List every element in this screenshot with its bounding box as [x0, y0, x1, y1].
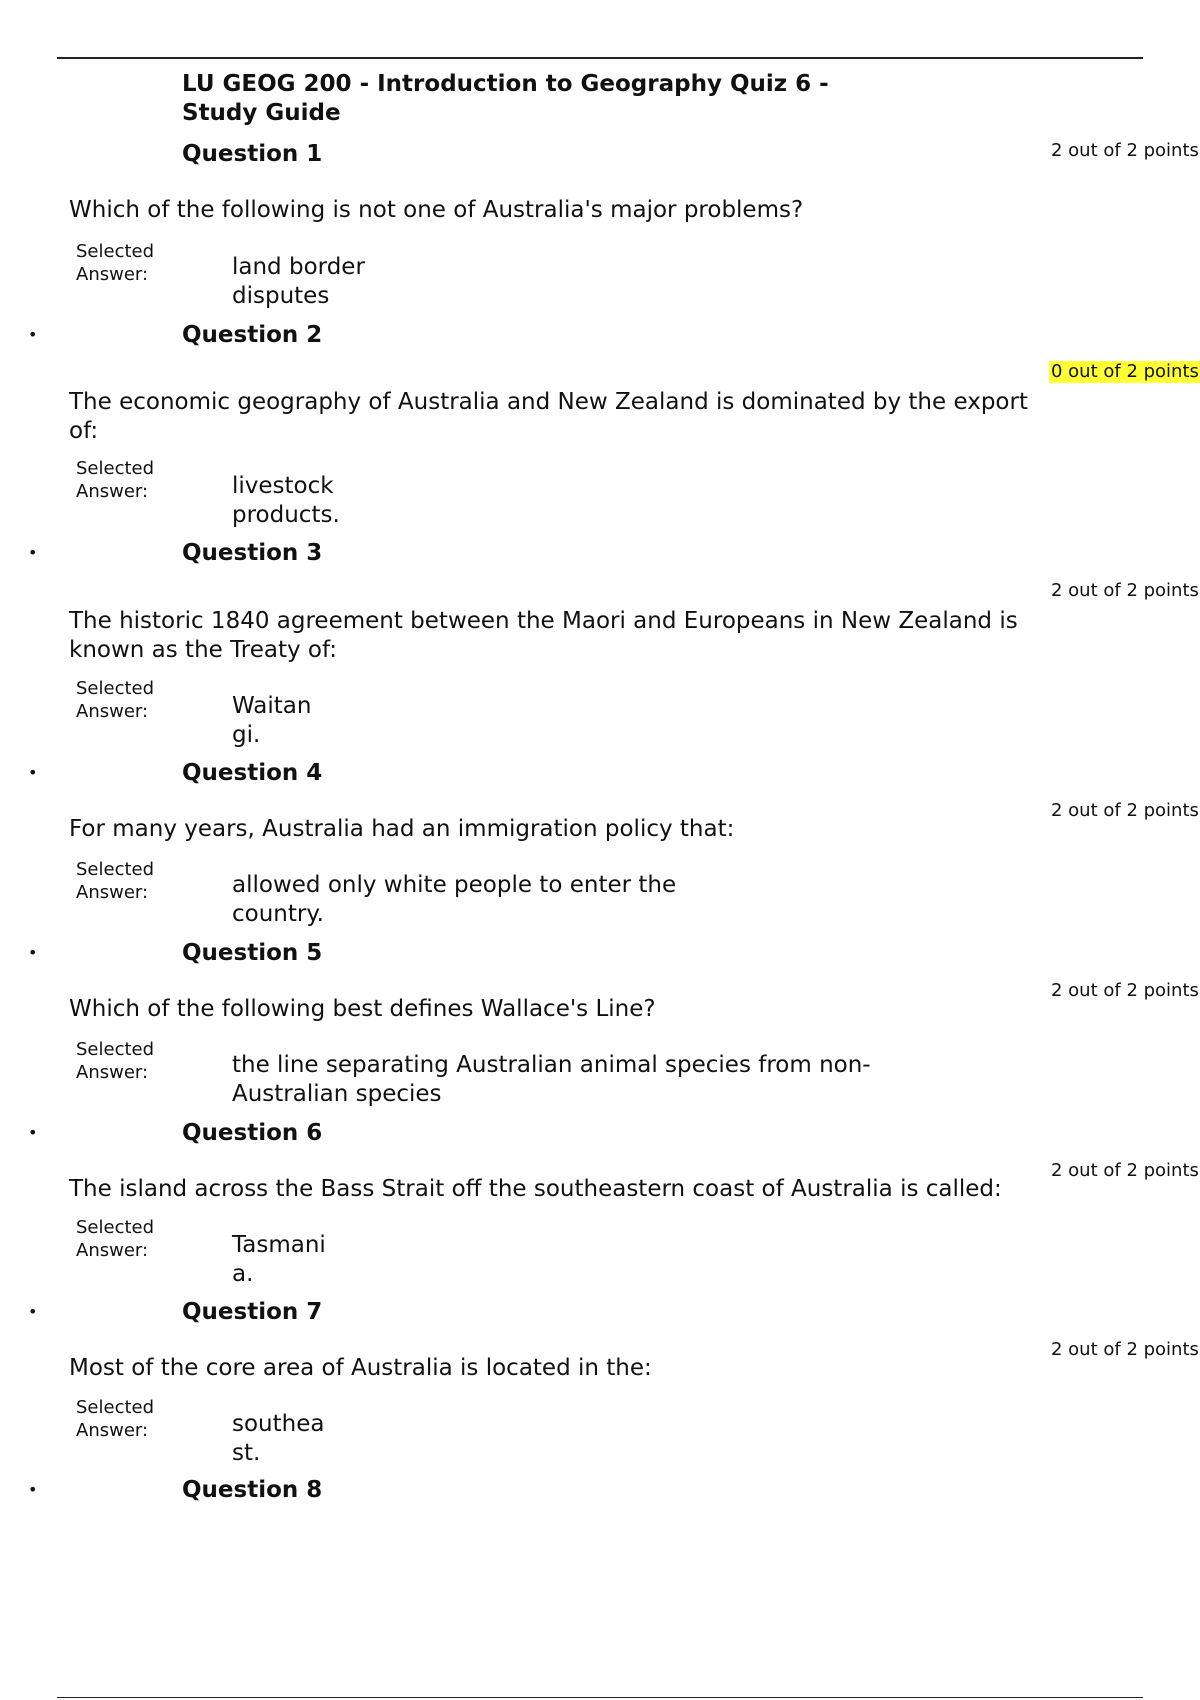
bullet: •	[28, 543, 38, 562]
question-text: Which of the following is not one of Australia's major problems?	[69, 197, 804, 223]
bottom-rule	[57, 1697, 1143, 1698]
question-text: The historic 1840 agreement between the Maori and Europeans in New Zealand is known as the Treaty of:	[69, 608, 1018, 663]
document-title	[182, 70, 862, 128]
question-heading: Question 2	[182, 322, 323, 348]
selected-answer-label: Selected Answer:	[76, 458, 155, 502]
question-text: Which of the following best defines Wallace's Line?	[69, 996, 656, 1022]
bullet: •	[28, 325, 38, 344]
question-heading: Question 7	[182, 1299, 323, 1325]
title-line-1: LU GEOG 200 - Introduction to Geography Quiz 6 -	[182, 71, 829, 97]
points-badge: 2 out of 2 points	[1051, 1160, 1199, 1181]
title-line-2: Study Guide	[182, 100, 341, 126]
bullet: •	[28, 943, 38, 962]
bullet: •	[28, 763, 38, 782]
selected-answer-label: Selected Answer:	[76, 1217, 155, 1261]
question-heading: Question 8	[182, 1477, 323, 1503]
points-badge: 2 out of 2 points	[1051, 800, 1199, 821]
question-heading: Question 1	[182, 141, 323, 167]
question-heading: Question 6	[182, 1120, 323, 1146]
question-heading: Question 4	[182, 760, 323, 786]
question-text: For many years, Australia had an immigration policy that:	[69, 816, 735, 842]
points-badge: 2 out of 2 points	[1051, 1339, 1199, 1360]
top-rule	[57, 57, 1143, 59]
points-badge: 2 out of 2 points	[1051, 140, 1199, 161]
selected-answer: allowed only white people to enter the country.	[232, 872, 677, 927]
selected-answer: Tasmani a.	[232, 1232, 326, 1287]
selected-answer-label: Selected Answer:	[76, 859, 155, 903]
selected-answer-label: Selected Answer:	[76, 1039, 155, 1083]
points-badge: 0 out of 2 points	[1051, 361, 1199, 382]
question-text: Most of the core area of Australia is located in the:	[69, 1355, 652, 1381]
selected-answer-label: Selected Answer:	[76, 1397, 155, 1441]
selected-answer-label: Selected Answer:	[76, 678, 155, 722]
selected-answer: land border disputes	[232, 254, 365, 309]
selected-answer: the line separating Australian animal species from non- Australian species	[232, 1052, 871, 1107]
question-heading: Question 5	[182, 940, 323, 966]
bullet: •	[28, 1480, 38, 1499]
question-heading: Question 3	[182, 540, 323, 566]
bullet: •	[28, 1123, 38, 1142]
points-badge: 2 out of 2 points	[1051, 580, 1199, 601]
bullet: •	[28, 1302, 38, 1321]
question-text: The economic geography of Australia and New Zealand is dominated by the export of:	[69, 389, 1028, 444]
question-text: The island across the Bass Strait off the southeastern coast of Australia is called:	[69, 1176, 1002, 1202]
selected-answer: livestock products.	[232, 473, 340, 528]
selected-answer-label: Selected Answer:	[76, 241, 155, 285]
selected-answer: Waitan gi.	[232, 693, 312, 748]
points-badge: 2 out of 2 points	[1051, 980, 1199, 1001]
selected-answer: southea st.	[232, 1411, 325, 1466]
